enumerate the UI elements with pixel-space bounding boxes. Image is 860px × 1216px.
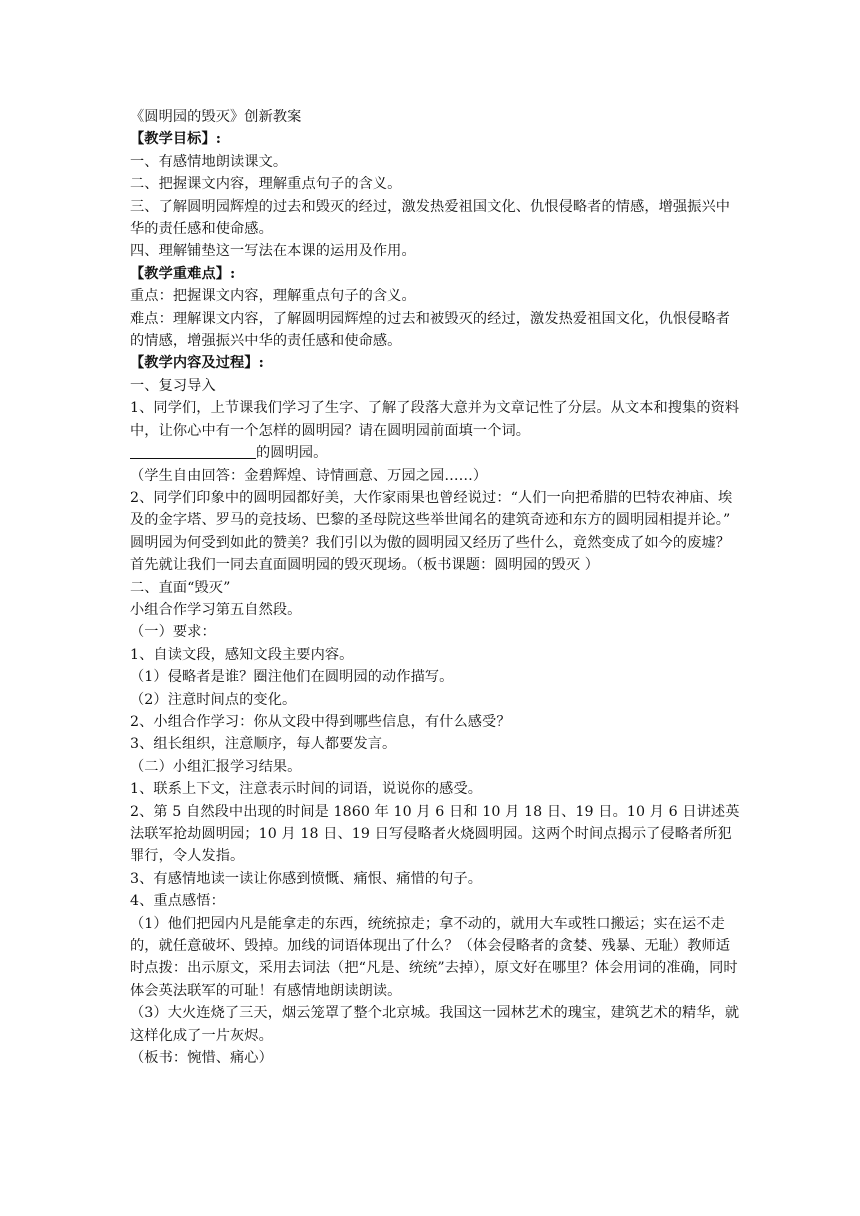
list-item: （3）大火连烧了三天，烟云笼罩了整个北京城。我国这一园林艺术的瑰宝，建筑艺术的精华，就这样化成了一片灰烬。 xyxy=(130,1005,740,1044)
paragraph: 圆明园为何受到如此的赞美？我们引以为傲的圆明园又经历了些什么，竟然变成了如今的废墟？首先就让我们一同去直面圆明园的毁灭现场。（板书课题：圆明园的毁灭 ） xyxy=(130,534,731,574)
document-page xyxy=(130,106,740,1069)
list-item: 1、联系上下文，注意表示时间的词语，说说你的感受。 xyxy=(130,781,483,798)
subheading: （一）要求： xyxy=(130,624,216,641)
part2-heading: 二、直面“毁灭” xyxy=(130,579,231,596)
subheading: （二）小组汇报学习结果。 xyxy=(130,758,302,775)
list-item: 3、有感情地读一读让你感到愤慨、痛恨、痛惜的句子。 xyxy=(130,870,483,887)
difficulty-item: 难点：理解课文内容，了解圆明园辉煌的过去和被毁灭的经过，激发热爱祖国文化，仇恨侵略者的情感，增强振兴中华的责任感和使命感。 xyxy=(130,310,731,350)
section-heading-process: 【教学内容及过程】: xyxy=(130,355,264,372)
section-heading-goals: 【教学目标】: xyxy=(130,131,222,148)
board-note: （板书：惋惜、痛心） xyxy=(130,1050,273,1067)
document-title: 《圆明园的毁灭》创新教案 xyxy=(130,109,302,125)
paragraph: 2、同学们印象中的圆明园都好美，大作家雨果也曾经说过：“人们一向把希腊的巴特农神庙、埃及的金字塔、罗马的竞技场、巴黎的圣母院这些举世闻名的建筑奇迹和东方的圆明园相提并论。” xyxy=(130,489,733,529)
paragraph: 小组合作学习第五自然段。 xyxy=(130,601,302,618)
goal-item: 四、理解铺垫这一写法在本课的运用及作用。 xyxy=(130,243,416,260)
goal-item: 三、了解圆明园辉煌的过去和毁灭的经过，激发热爱祖国文化、仇恨侵略者的情感，增强振兴中华的责任感和使命感。 xyxy=(130,198,731,238)
section-heading-difficulties: 【教学重难点】: xyxy=(130,265,236,282)
goal-item: 二、把握课文内容，理解重点句子的含义。 xyxy=(130,176,402,193)
fill-blank xyxy=(130,444,256,459)
list-item: 1、自读文段，感知文段主要内容。 xyxy=(130,646,354,663)
list-item: 2、小组合作学习：你从文段中得到哪些信息，有什么感受？ xyxy=(130,713,511,730)
difficulty-item: 重点：把握课文内容，理解重点句子的含义。 xyxy=(130,288,416,305)
part1-heading: 一、复习导入 xyxy=(130,377,216,394)
fill-blank-suffix: 的圆明园。 xyxy=(256,445,328,462)
fill-blank-line xyxy=(130,442,740,464)
goal-item: 一、有感情地朗读课文。 xyxy=(130,153,288,170)
list-item: （1）侵略者是谁？圈注他们在圆明园的动作描写。 xyxy=(130,669,454,686)
list-item: （2）注意时间点的变化。 xyxy=(130,691,297,708)
paragraph: （学生自由回答：金碧辉煌、诗情画意、万园之园……） xyxy=(130,467,488,484)
list-item: 3、组长组织，注意顺序，每人都要发言。 xyxy=(130,736,397,753)
list-item: 2、第 5 自然段中出现的时间是 1860 年 10 月 6 日和 10 月 18 日、19 日。10 月 6 日讲述英法联军抢劫圆明园；10 月 18 日、19 日写侵略者火烧圆明园。这两个时间点揭示了侵略者所犯罪行，令人发指。 xyxy=(130,803,740,865)
list-item: （1）他们把园内凡是能拿走的东西，统统掠走；拿不动的，就用大车或牲口搬运；实在运不走的，就任意破坏、毁掉。加线的词语体现出了什么？（体会侵略者的贪婪、残暴、无耻）教师适时点拨：出示原文，采用去词法（把“凡是、统统”去掉），原文好在哪里？体会用词的准确，同时体会英法联军的可耻！有感情地朗读朗读。 xyxy=(130,915,738,999)
list-item: 4、重点感悟： xyxy=(130,893,225,910)
paragraph: 1、同学们，上节课我们学习了生字、了解了段落大意并为文章记性了分层。从文本和搜集的资料中，让你心中有一个怎样的圆明园？请在圆明园前面填一个词。 xyxy=(130,400,740,439)
